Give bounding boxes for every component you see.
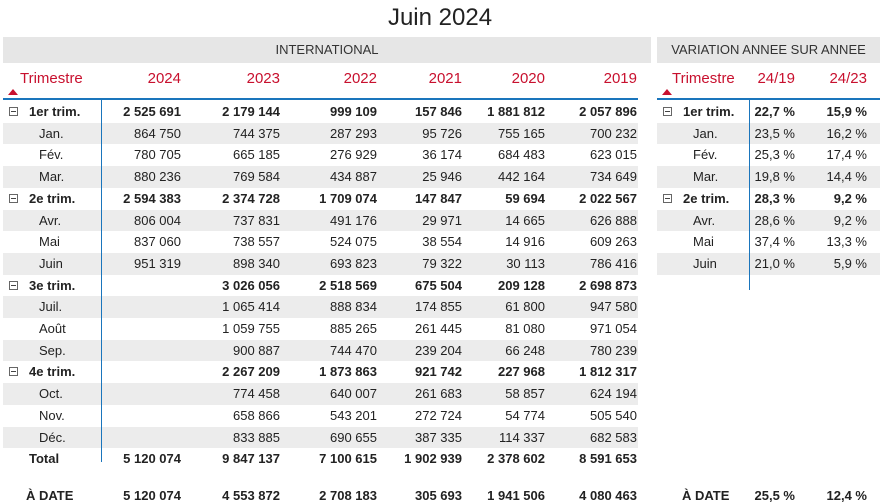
row-value: 37,4 % xyxy=(754,234,795,250)
row-value: 59 694 xyxy=(505,190,545,206)
to-date-value: 5 120 074 xyxy=(123,488,181,503)
row-value: 1 709 074 xyxy=(319,190,377,206)
row-value: 693 823 xyxy=(330,255,377,271)
row-value: 174 855 xyxy=(415,299,462,315)
international-column-headers xyxy=(3,64,638,98)
row-value: 81 080 xyxy=(505,321,545,336)
total-label: Total xyxy=(29,451,60,467)
collapse-icon[interactable] xyxy=(663,194,672,203)
row-value: 543 201 xyxy=(330,407,377,423)
to-date-value: 1 941 506 xyxy=(487,488,545,503)
row-label: Août xyxy=(39,321,66,336)
row-value: 2 022 567 xyxy=(579,190,637,206)
to-date-value: 4 080 463 xyxy=(579,488,637,503)
row-value: 2 374 728 xyxy=(222,190,280,206)
month-row xyxy=(3,296,638,318)
quarter-row xyxy=(3,361,638,383)
row-value: 609 263 xyxy=(590,234,637,250)
row-value: 15,9 % xyxy=(826,104,867,119)
row-value: 1 812 317 xyxy=(579,364,637,380)
month-row xyxy=(3,253,638,275)
row-value: 434 887 xyxy=(330,169,377,185)
month-row xyxy=(657,253,880,275)
row-value: 2 267 209 xyxy=(222,364,280,380)
row-value: 1 059 755 xyxy=(222,321,280,336)
row-value: 888 834 xyxy=(330,299,377,315)
row-label: 2e trim. xyxy=(683,190,730,206)
international-header: INTERNATIONAL xyxy=(3,37,651,63)
month-row xyxy=(657,210,880,232)
row-value: 2 518 569 xyxy=(319,277,377,293)
row-value: 9,2 % xyxy=(833,190,867,206)
row-value: 880 236 xyxy=(134,169,181,185)
row-value: 1 065 414 xyxy=(222,299,280,315)
row-label: Jan. xyxy=(39,125,64,141)
quarter-row xyxy=(3,101,638,123)
month-row xyxy=(657,166,880,188)
row-value: 900 887 xyxy=(233,342,280,358)
row-value: 272 724 xyxy=(415,407,462,423)
quarter-row xyxy=(3,188,638,210)
row-value: 28,6 % xyxy=(754,212,795,228)
row-value: 14 665 xyxy=(505,212,545,228)
row-value: 442 164 xyxy=(498,169,545,185)
row-value: 623 015 xyxy=(590,147,637,163)
month-row xyxy=(3,144,638,166)
row-label: Mar. xyxy=(693,169,719,185)
row-value: 864 750 xyxy=(134,125,181,141)
to-date-value: 4 553 872 xyxy=(222,488,280,503)
row-label: Avr. xyxy=(39,212,62,228)
header-divider xyxy=(657,98,880,100)
row-value: 157 846 xyxy=(415,104,462,119)
row-value: 624 194 xyxy=(590,386,637,402)
row-value: 29 971 xyxy=(422,212,462,228)
row-value: 22,7 % xyxy=(754,104,795,119)
quarter-row xyxy=(657,188,880,210)
quarter-row xyxy=(3,275,638,297)
page-title: Juin 2024 xyxy=(387,4,493,31)
month-row xyxy=(657,144,880,166)
row-value: 738 557 xyxy=(233,234,280,250)
row-value: 114 337 xyxy=(498,429,545,445)
row-value: 23,5 % xyxy=(754,125,795,141)
quarter-row xyxy=(657,101,880,123)
total-value: 8 591 653 xyxy=(579,451,637,467)
month-row xyxy=(3,210,638,232)
row-value: 58 857 xyxy=(505,386,545,402)
row-value: 79 322 xyxy=(422,255,462,271)
to-date-value: 305 693 xyxy=(415,488,462,503)
row-value: 14 916 xyxy=(505,234,545,250)
row-value: 837 060 xyxy=(134,234,181,250)
row-label: Juil. xyxy=(39,299,63,315)
row-value: 5,9 % xyxy=(833,255,867,271)
collapse-icon[interactable] xyxy=(9,367,18,376)
row-label: Sep. xyxy=(39,342,66,358)
row-value: 261 445 xyxy=(415,321,462,336)
column-header-2024[interactable]: 2024 xyxy=(147,70,181,87)
column-header-24-19[interactable]: 24/19 xyxy=(757,70,795,87)
total-value: 2 378 602 xyxy=(487,451,545,467)
row-label: 1er trim. xyxy=(29,104,81,119)
column-header-trimestre[interactable]: Trimestre xyxy=(20,70,83,87)
row-value: 675 504 xyxy=(415,277,462,293)
column-header-trimestre[interactable]: Trimestre xyxy=(672,70,735,87)
row-label: Juin xyxy=(693,255,717,271)
row-value: 665 185 xyxy=(233,147,280,163)
month-row xyxy=(3,427,638,449)
row-value: 898 340 xyxy=(233,255,280,271)
to-date-label: À DATE xyxy=(682,488,730,503)
row-value: 227 968 xyxy=(498,364,545,380)
row-value: 38 554 xyxy=(422,234,462,250)
row-value: 971 054 xyxy=(590,321,637,336)
row-value: 14,4 % xyxy=(826,169,867,185)
row-value: 999 109 xyxy=(330,104,377,119)
row-label: Nov. xyxy=(39,407,65,423)
column-header-2023[interactable]: 2023 xyxy=(246,70,280,87)
variation-column-headers xyxy=(657,64,880,98)
header-divider xyxy=(3,98,638,100)
row-value: 3 026 056 xyxy=(222,277,280,293)
to-date-value: 2 708 183 xyxy=(319,488,377,503)
row-value: 239 204 xyxy=(415,342,462,358)
sort-ascending-icon[interactable] xyxy=(662,89,672,95)
row-label: Mai xyxy=(39,234,60,250)
row-value: 21,0 % xyxy=(754,255,795,271)
row-value: 774 458 xyxy=(233,386,280,402)
row-value: 261 683 xyxy=(415,386,462,402)
row-value: 769 584 xyxy=(233,169,280,185)
row-value: 524 075 xyxy=(330,234,377,250)
row-value: 744 470 xyxy=(330,342,377,358)
column-header-2019[interactable]: 2019 xyxy=(603,70,637,87)
row-label: Oct. xyxy=(39,386,63,402)
row-value: 276 929 xyxy=(330,147,377,163)
row-value: 2 698 873 xyxy=(579,277,637,293)
row-value: 626 888 xyxy=(590,212,637,228)
row-value: 755 165 xyxy=(498,125,545,141)
collapse-icon[interactable] xyxy=(9,194,18,203)
column-header-24-23[interactable]: 24/23 xyxy=(829,70,867,87)
row-value: 1 881 812 xyxy=(487,104,545,119)
total-row xyxy=(3,448,638,470)
row-value: 147 847 xyxy=(415,190,462,206)
row-value: 54 774 xyxy=(505,407,545,423)
row-label: Mai xyxy=(693,234,714,250)
row-value: 13,3 % xyxy=(826,234,867,250)
to-date-value: 12,4 % xyxy=(826,488,867,503)
column-header-2021[interactable]: 2021 xyxy=(428,70,462,87)
month-row xyxy=(3,231,638,253)
row-value: 744 375 xyxy=(233,125,280,141)
column-header-2022[interactable]: 2022 xyxy=(343,70,377,87)
row-value: 2 525 691 xyxy=(123,104,181,119)
row-label: Fév. xyxy=(693,147,718,163)
row-value: 833 885 xyxy=(233,429,280,445)
row-value: 209 128 xyxy=(498,277,545,293)
row-value: 25 946 xyxy=(422,169,462,185)
row-value: 684 483 xyxy=(498,147,545,163)
row-value: 287 293 xyxy=(330,125,377,141)
row-value: 780 239 xyxy=(590,342,637,358)
row-value: 690 655 xyxy=(330,429,377,445)
row-label: 3e trim. xyxy=(29,277,76,293)
row-value: 2 594 383 xyxy=(123,190,181,206)
row-label: Mar. xyxy=(39,169,65,185)
row-label: 2e trim. xyxy=(29,190,76,206)
row-value: 947 580 xyxy=(590,299,637,315)
row-value: 387 335 xyxy=(415,429,462,445)
month-row xyxy=(3,123,638,145)
month-row xyxy=(3,166,638,188)
row-value: 25,3 % xyxy=(754,147,795,163)
row-value: 734 649 xyxy=(590,169,637,185)
row-value: 951 319 xyxy=(134,255,181,271)
row-value: 30 113 xyxy=(506,255,545,271)
collapse-icon[interactable] xyxy=(9,107,18,116)
row-label: 1er trim. xyxy=(683,104,735,119)
row-label: Déc. xyxy=(39,429,66,445)
row-label: Fév. xyxy=(39,147,64,163)
row-value: 921 742 xyxy=(415,364,462,380)
to-date-label: À DATE xyxy=(26,488,74,503)
column-divider xyxy=(101,100,102,462)
total-value: 5 120 074 xyxy=(123,451,181,467)
row-label: Juin xyxy=(39,255,63,271)
row-label: Avr. xyxy=(693,212,716,228)
row-value: 28,3 % xyxy=(754,190,795,206)
month-row xyxy=(3,318,638,340)
row-value: 17,4 % xyxy=(826,147,867,163)
row-value: 658 866 xyxy=(233,407,280,423)
row-value: 780 705 xyxy=(134,147,181,163)
row-value: 806 004 xyxy=(134,212,181,228)
collapse-icon[interactable] xyxy=(9,281,18,290)
row-value: 491 176 xyxy=(330,212,377,228)
row-value: 61 800 xyxy=(505,299,545,315)
column-divider xyxy=(749,100,750,290)
row-label: 4e trim. xyxy=(29,364,76,380)
row-value: 66 248 xyxy=(505,342,545,358)
month-row xyxy=(657,231,880,253)
row-value: 19,8 % xyxy=(754,169,795,185)
row-value: 700 232 xyxy=(590,125,637,141)
month-row xyxy=(3,340,638,362)
collapse-icon[interactable] xyxy=(663,107,672,116)
row-value: 2 057 896 xyxy=(579,104,637,119)
row-value: 786 416 xyxy=(590,255,637,271)
month-row xyxy=(3,383,638,405)
total-value: 7 100 615 xyxy=(319,451,377,467)
total-value: 9 847 137 xyxy=(222,451,280,467)
row-value: 885 265 xyxy=(330,321,377,336)
row-value: 640 007 xyxy=(330,386,377,402)
row-value: 737 831 xyxy=(233,212,280,228)
to-date-value: 25,5 % xyxy=(754,488,795,503)
row-label: Jan. xyxy=(693,125,718,141)
month-row xyxy=(3,405,638,427)
column-header-2020[interactable]: 2020 xyxy=(511,70,545,87)
row-value: 9,2 % xyxy=(833,212,867,228)
row-value: 682 583 xyxy=(590,429,637,445)
sort-ascending-icon[interactable] xyxy=(8,89,18,95)
row-value: 36 174 xyxy=(422,147,462,163)
row-value: 1 873 863 xyxy=(319,364,377,380)
row-value: 2 179 144 xyxy=(222,104,280,119)
total-value: 1 902 939 xyxy=(404,451,462,467)
row-value: 16,2 % xyxy=(826,125,867,141)
row-value: 95 726 xyxy=(422,125,462,141)
row-value: 505 540 xyxy=(590,407,637,423)
variation-header: VARIATION ANNEE SUR ANNEE xyxy=(657,37,880,63)
month-row xyxy=(657,123,880,145)
